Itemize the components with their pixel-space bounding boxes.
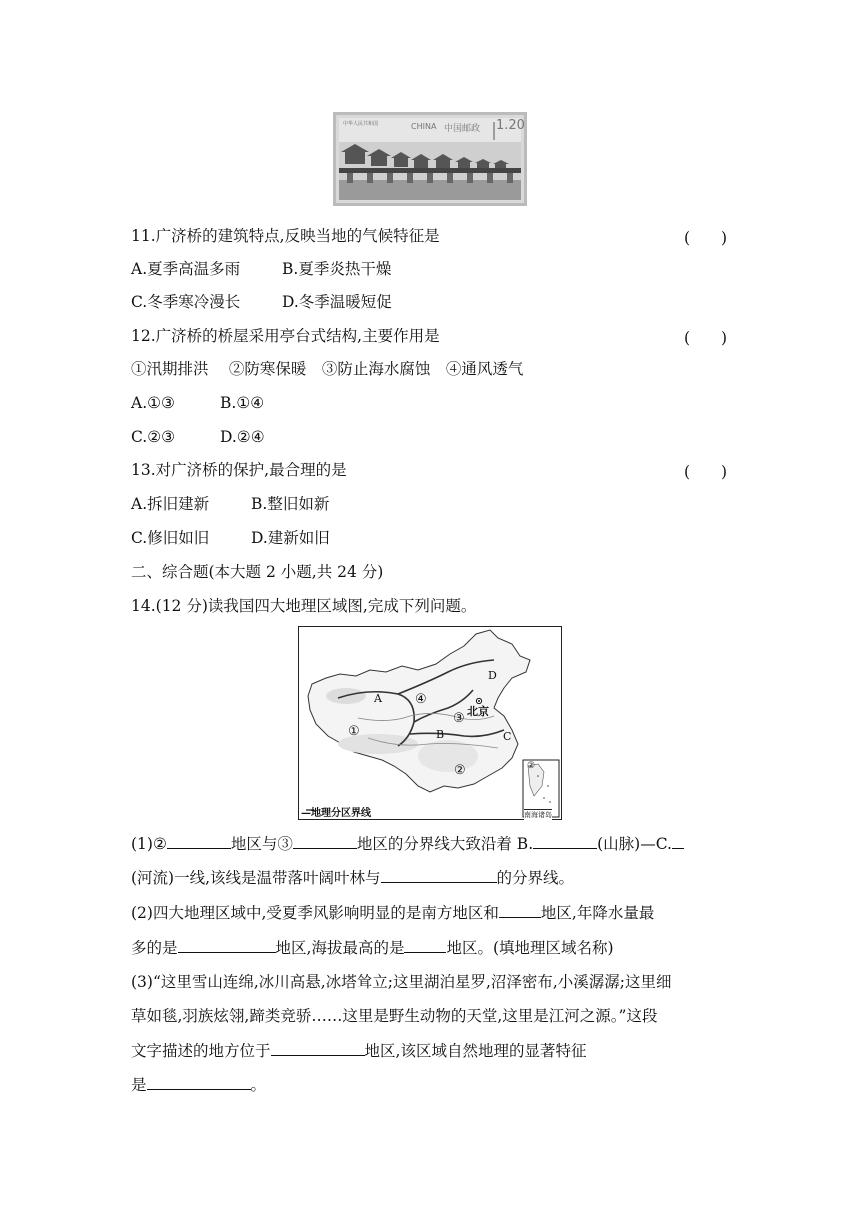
q13-option-d: D.建新如旧 (251, 529, 330, 547)
blank-8[interactable] (404, 937, 446, 953)
q13-option-b: B.整旧如新 (251, 495, 330, 513)
stamp-caption: 中华人民共和国 (343, 121, 379, 127)
map-label-a: A (374, 692, 382, 705)
q12-option-b: B.①④ (220, 394, 265, 412)
section-heading: 二、综合题(本大题 2 小题,共 24 分) (131, 563, 384, 581)
blank-1[interactable] (167, 833, 231, 849)
blank-2[interactable] (293, 833, 357, 849)
map-legend: —地理分区界线 (301, 808, 371, 819)
q11-option-c: C.冬季寒冷漫长 (131, 293, 241, 311)
map-inset-region-2: ② (527, 761, 536, 771)
china-regions-map (298, 626, 562, 820)
q13-answer-paren: ( ) (684, 463, 728, 481)
map-label-beijing: 北京 (467, 705, 489, 718)
q12-answer-paren: ( ) (684, 329, 728, 347)
q14-part3-line3: 文字描述的地方位于 地区,该区域自然地理的显著特征 (131, 1042, 587, 1060)
q11-option-b: B.夏季炎热干燥 (282, 260, 392, 278)
map-label-region-2: ② (454, 763, 466, 778)
q11-answer-paren: ( ) (684, 229, 728, 247)
q14-part3-line1: (3)“这里雪山连绵,冰川高悬,冰塔耸立;这里湖泊星罗,沼泽密布,小溪潺潺;这里细 (131, 973, 672, 991)
map-label-c: C (503, 730, 512, 743)
q11-option-d: D.冬季温暖短促 (282, 293, 392, 311)
q14-part2-line1: (2)四大地理区域中,受夏季风影响明显的是南方地区和 地区,年降水量最 (131, 904, 655, 922)
q12-option-c: C.②③ (131, 428, 176, 446)
q11-option-a: A.夏季高温多雨 (131, 260, 241, 278)
blank-6[interactable] (499, 902, 541, 918)
q12-option-a: A.①③ (131, 394, 175, 412)
q12-option-d: D.②④ (220, 428, 265, 446)
map-label-d: D (488, 669, 497, 682)
q14-part1-line2: (河流)一线,该线是温带落叶阔叶林与 的分界线。 (131, 869, 575, 887)
blank-9[interactable] (271, 1040, 365, 1056)
q14-part2-line2: 多的是 地区,海拔最高的是 地区。(填地理区域名称) (131, 939, 614, 957)
q14-part1-line1: (1)② 地区与③ 地区的分界线大致沿着 B. (山脉)—C. (131, 833, 684, 854)
q14-part3-line2: 草如毯,羽族炫翎,蹄类竞骄……这里是野生动物的天堂,这里是江河之源。”这段 (131, 1007, 658, 1025)
q12-choices: ①汛期排洪 ②防寒保暖 ③防止海水腐蚀 ④通风透气 (131, 360, 524, 378)
map-label-region-4: ④ (415, 692, 427, 707)
q14-stem: 14.(12 分)读我国四大地理区域图,完成下列问题。 (131, 597, 477, 615)
map-label-region-1: ① (348, 724, 360, 739)
map-label-b: B (436, 728, 445, 741)
q12-stem: 12.广济桥的桥屋采用亭台式结构,主要作用是 (131, 327, 440, 345)
stamp-image (333, 112, 527, 206)
q13-option-c: C.修旧如旧 (131, 529, 210, 547)
blank-4[interactable] (672, 833, 684, 849)
map-label-region-3: ③ (453, 711, 465, 726)
blank-10[interactable] (147, 1074, 251, 1090)
blank-3[interactable] (533, 833, 597, 849)
q11-stem: 11.广济桥的建筑特点,反映当地的气候特征是 (131, 227, 440, 245)
stamp-post: 中国邮政 (444, 124, 481, 134)
stamp-country: CHINA (411, 122, 437, 131)
stamp-value: 1.20 (496, 118, 525, 133)
q13-stem: 13.对广济桥的保护,最合理的是 (131, 461, 347, 479)
blank-5[interactable] (381, 867, 497, 883)
q14-part3-line4: 是 。 (131, 1076, 267, 1094)
blank-7[interactable] (178, 937, 276, 953)
q13-option-a: A.拆旧建新 (131, 495, 210, 513)
map-inset-caption: 南海诸岛 (524, 811, 552, 819)
